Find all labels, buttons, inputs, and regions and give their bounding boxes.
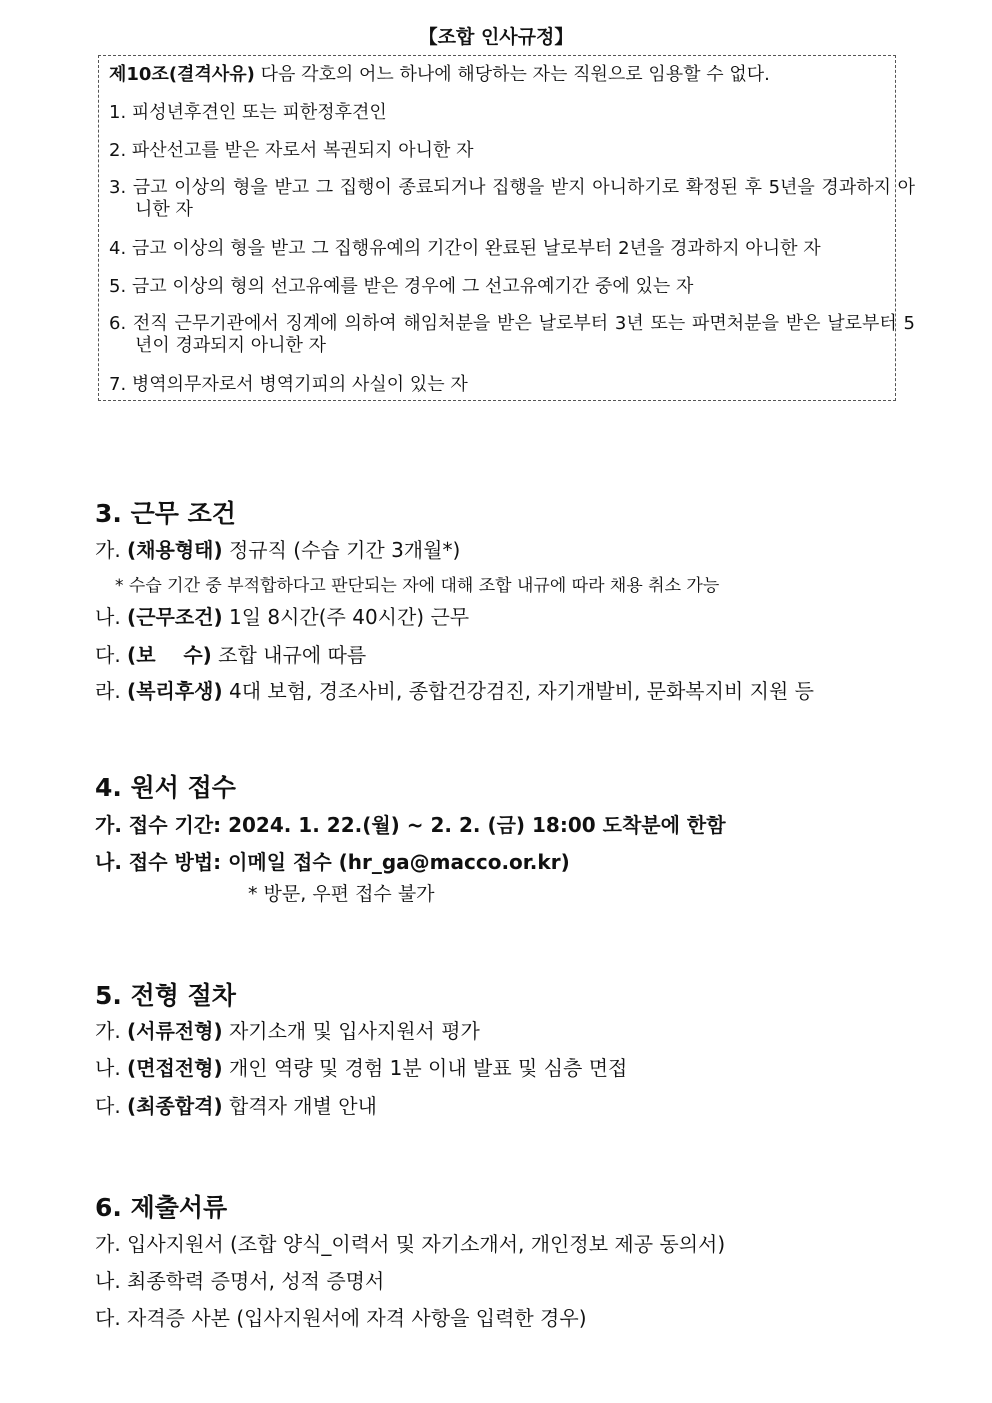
item-prefix: 나. xyxy=(95,605,128,629)
regulation-item-1: 1. 피성년후견인 또는 피한정후견인 xyxy=(109,102,387,123)
section-4-item-a: 가. 접수 기간: 2024. 1. 22.(월) ~ 2. 2. (금) 18:00 도착분에 한함 xyxy=(95,813,726,837)
regulation-lead xyxy=(109,64,770,86)
article-label: 제10조(결격사유) xyxy=(109,64,255,85)
item-label: (서류전형) xyxy=(127,1019,223,1043)
item-prefix: 나. xyxy=(95,1056,128,1080)
item-prefix: 다. xyxy=(95,1094,128,1118)
item-prefix: 다. xyxy=(95,643,128,667)
section-3-heading: 3. 근무 조건 xyxy=(95,499,236,528)
regulation-item-3: 3. 금고 이상의 형을 받고 그 집행이 종료되거나 집행을 받지 아니하기로 확정된 후 5년을 경과하지 아니한 자 xyxy=(109,177,915,220)
item-label: (근무조건) xyxy=(127,605,223,629)
section-6-item-c: 다. 자격증 사본 (입사지원서에 자격 사항을 입력한 경우) xyxy=(95,1306,587,1330)
item-label: (복리후생) xyxy=(127,679,223,703)
regulation-item-7: 7. 병역의무자로서 병역기피의 사실이 있는 자 xyxy=(109,374,468,395)
item-label: (보 수) xyxy=(127,643,212,667)
item-prefix: 가. xyxy=(95,538,128,562)
regulation-item-4: 4. 금고 이상의 형을 받고 그 집행유예의 기간이 완료된 날로부터 2년을 경과하지 아니한 자 xyxy=(109,238,821,259)
section-4-item-b: 나. 접수 방법: 이메일 접수 (hr_ga@macco.or.kr) xyxy=(95,850,570,874)
section-5-item-c xyxy=(95,1093,377,1119)
section-3-item-d xyxy=(95,678,814,704)
regulation-item-2: 2. 파산선고를 받은 자로서 복권되지 아니한 자 xyxy=(109,140,474,161)
section-3-note: * 수습 기간 중 부적합하다고 판단되는 자에 대해 조합 내규에 따라 채용 취소 가능 xyxy=(115,576,720,596)
section-6-item-b: 나. 최종학력 증명서, 성적 증명서 xyxy=(95,1269,385,1293)
regulation-item-5: 5. 금고 이상의 형의 선고유예를 받은 경우에 그 선고유예기간 중에 있는 자 xyxy=(109,276,694,297)
section-3-item-c xyxy=(95,642,366,668)
section-6-heading: 6. 제출서류 xyxy=(95,1193,228,1222)
section-3-item-b xyxy=(95,604,469,630)
section-3-item-a xyxy=(95,537,460,563)
item-text: 자기소개 및 입사지원서 평가 xyxy=(222,1019,480,1043)
section-5-item-a xyxy=(95,1018,480,1044)
item-prefix: 가. xyxy=(95,1019,128,1043)
section-5-item-b xyxy=(95,1055,627,1081)
section-4-note: * 방문, 우편 접수 불가 xyxy=(248,883,435,905)
item-text: 1일 8시간(주 40시간) 근무 xyxy=(222,605,470,629)
item-text: 4대 보험, 경조사비, 종합건강검진, 자기개발비, 문화복지비 지원 등 xyxy=(222,679,814,703)
section-4-heading: 4. 원서 접수 xyxy=(95,773,236,802)
item-text: 합격자 개별 안내 xyxy=(222,1094,377,1118)
regulation-title: 【조합 인사규정】 xyxy=(418,26,574,48)
article-text: 다음 각호의 어느 하나에 해당하는 자는 직원으로 임용할 수 없다. xyxy=(254,64,770,85)
item-prefix: 라. xyxy=(95,679,128,703)
item-label: (최종합격) xyxy=(127,1094,223,1118)
item-label: (채용형태) xyxy=(127,538,223,562)
item-text: 개인 역량 및 경험 1분 이내 발표 및 심층 면접 xyxy=(222,1056,628,1080)
regulation-item-6: 6. 전직 근무기관에서 징계에 의하여 해임처분을 받은 날로부터 3년 또는 파면처분을 받은 날로부터 5년이 경과되지 아니한 자 xyxy=(109,313,915,356)
section-6-item-a: 가. 입사지원서 (조합 양식_이력서 및 자기소개서, 개인정보 제공 동의서) xyxy=(95,1232,726,1256)
section-5-heading: 5. 전형 절차 xyxy=(95,981,236,1010)
item-label: (면접전형) xyxy=(127,1056,223,1080)
regulation-box xyxy=(98,55,915,401)
item-text: 정규직 (수습 기간 3개월*) xyxy=(222,538,461,562)
item-text: 조합 내규에 따름 xyxy=(211,643,367,667)
